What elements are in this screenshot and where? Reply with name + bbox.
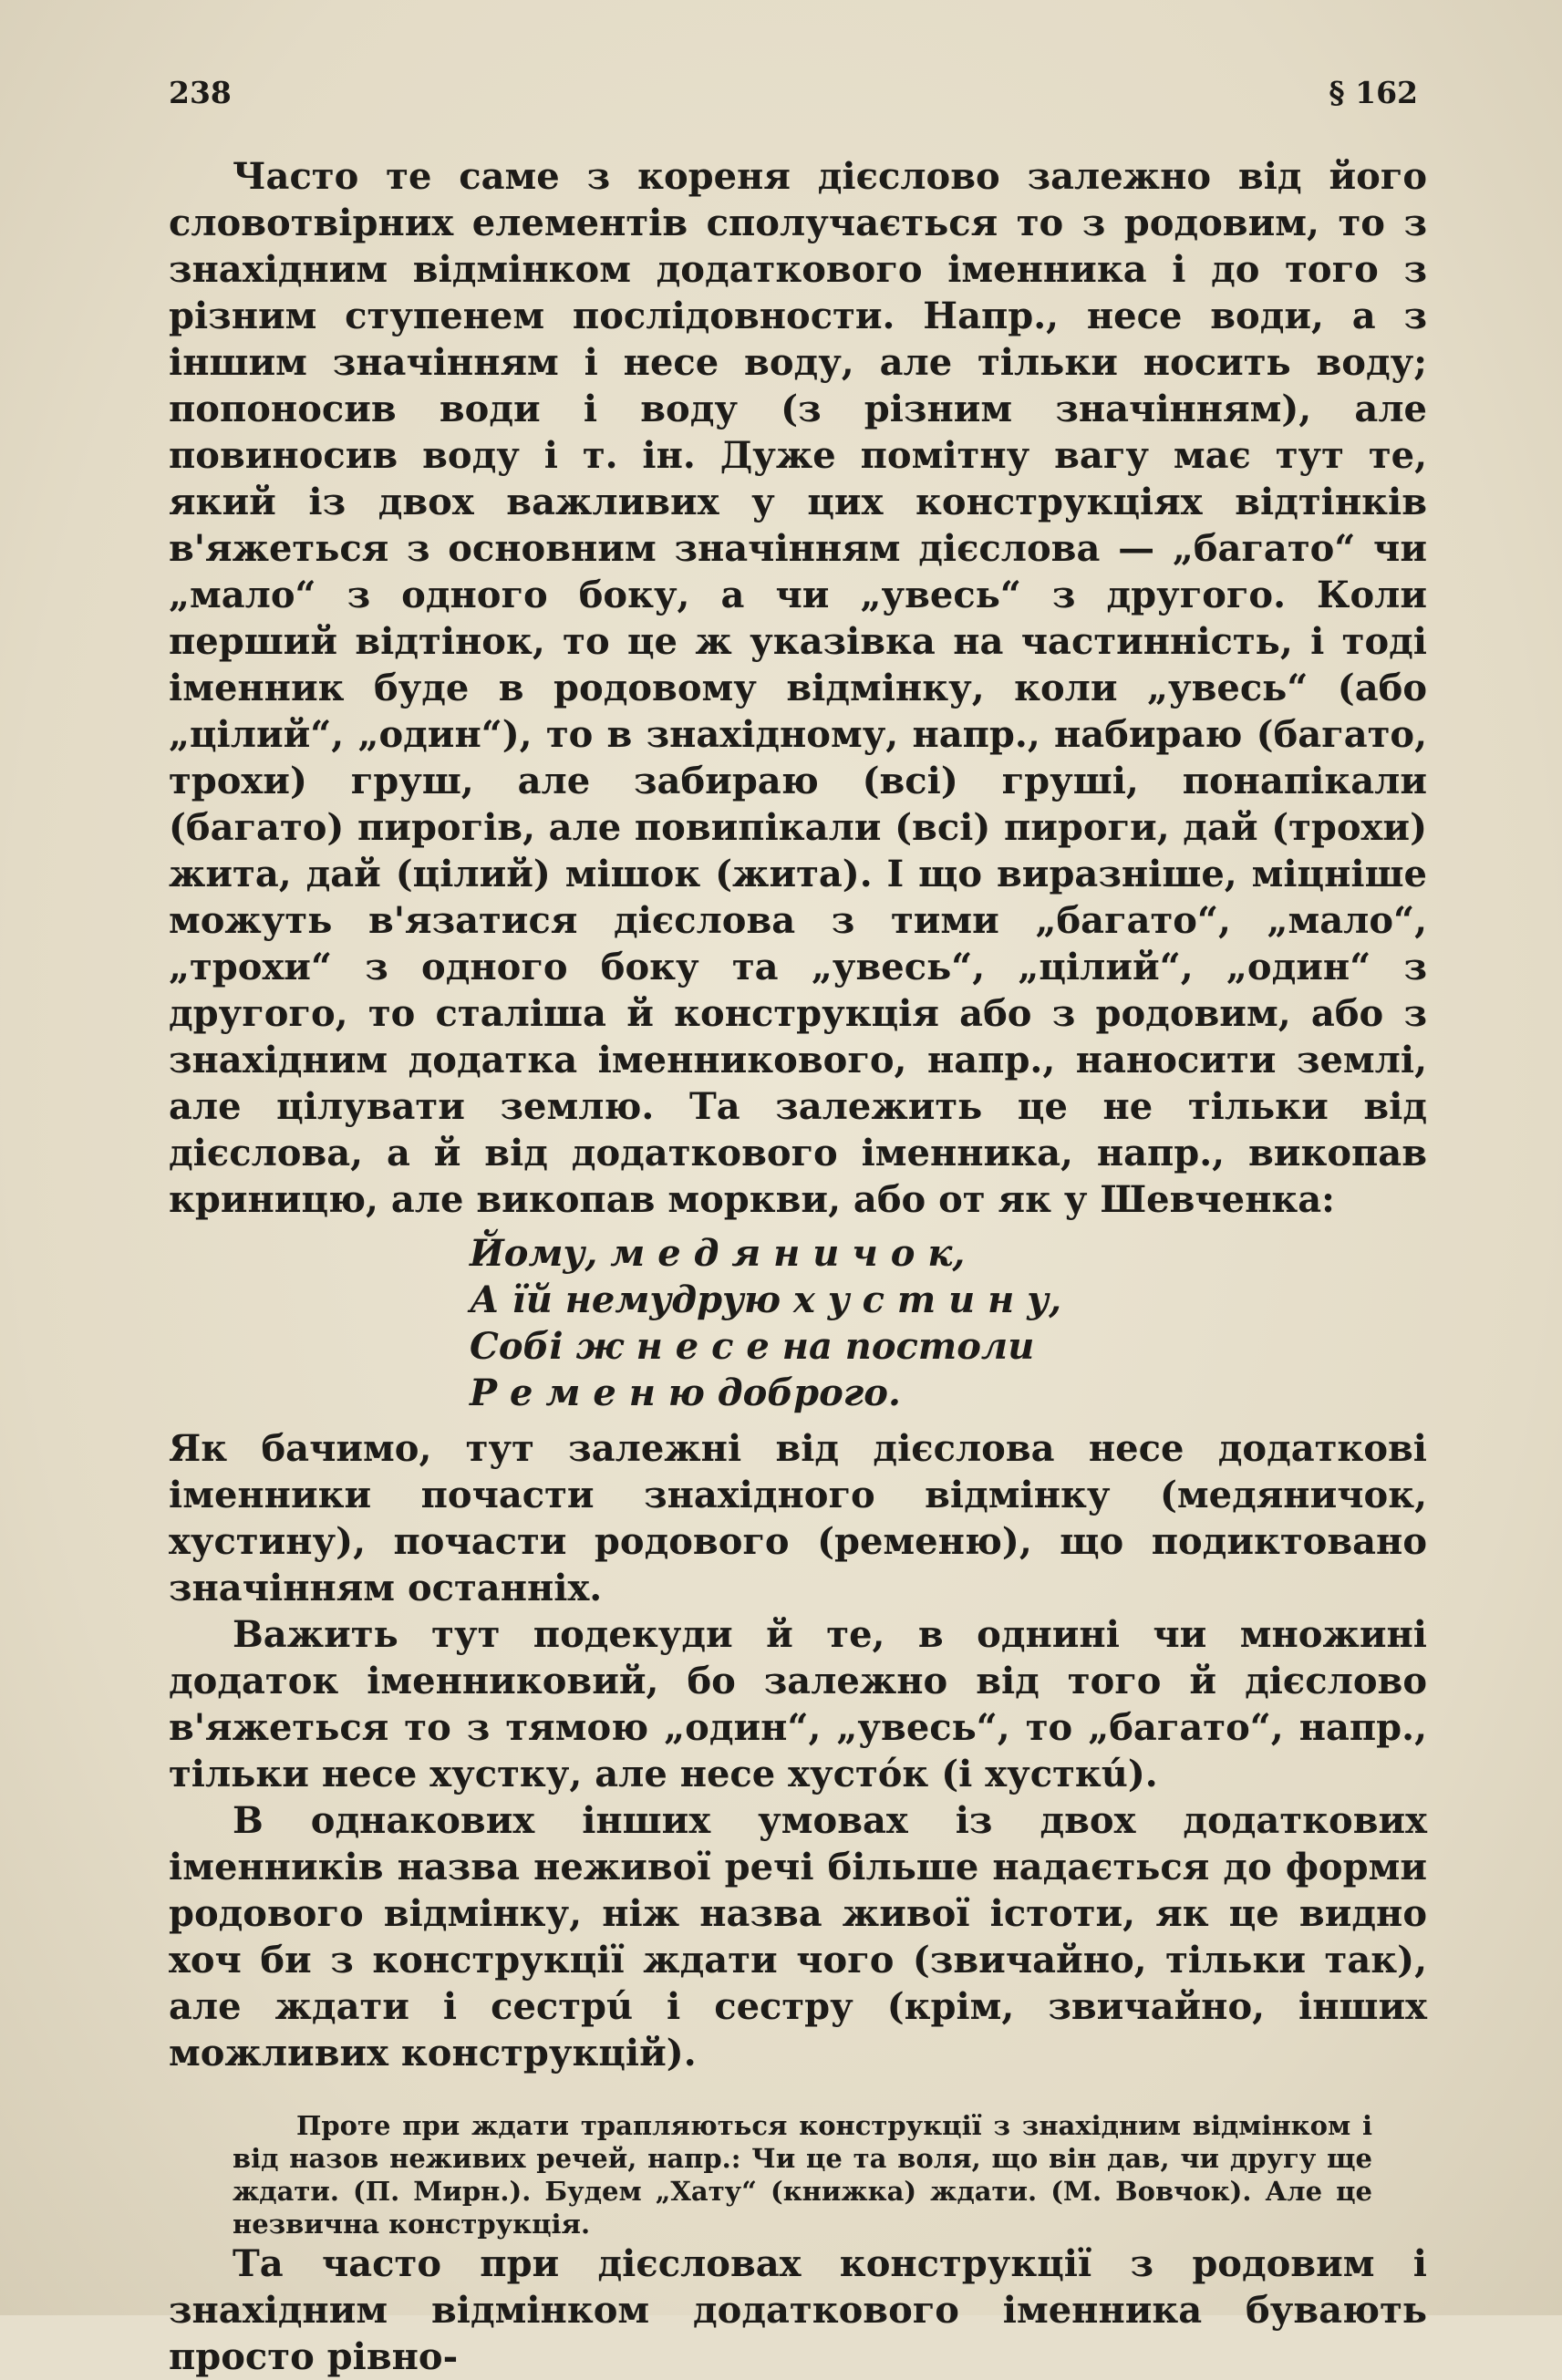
paragraph-4: В однакових інших умовах із двох додаткових іменників назва неживої речі більше надається до форми родового відмінку, ніж назва живої істоти, як це видно хоч би з конструкції ждати чого (звичайно, тільки так), але ждати і сестрú і сестру (крім, звичайно, інших можливих конструкцій). xyxy=(169,1799,1427,2075)
shevchenko-quote xyxy=(470,1230,1427,1416)
paragraph-final: Та часто при дієсловах конструкції з родовим і знахідним відмінком додаткового іменника бувають просто рівно- xyxy=(169,2242,1427,2378)
verse-line-4: Р е м е н ю доброго. xyxy=(470,1371,901,1414)
footnote-remark: Проте при ждати трапляються конструкції з знахідним відмінком і від назов неживих речей, напр.: Чи це та воля, що він дав, чи другу ще ждати. (П. Мирн.). Будем „Хату“ (книжка) ждати. (М. Вовчок). Але це незвична конструкція. xyxy=(233,2110,1372,2240)
page-number: 238 xyxy=(169,75,232,110)
verse-line-3: Собі ж н е с е на постоли xyxy=(470,1325,1035,1368)
paragraph-3: Важить тут подекуди й те, в однині чи множині додаток іменниковий, бо залежно від того й дієслово в'яжеться то з тямою „один“, „увесь“, то „багато“, напр., тільки несе хустку, але несе хусто́к (і хусткú). xyxy=(169,1613,1427,1795)
verse-line-2: А їй немудрую х у с т и н у, xyxy=(470,1278,1062,1321)
main-text xyxy=(169,153,1427,2380)
paragraph-1: Часто те саме з кореня дієслово залежно від його словотвірних елементів сполучається то з родовим, то з знахідним відмінком додаткового іменника і до того з різним ступенем послідовности. Напр., несе води, а з іншим значінням і несе воду, але тільки носить воду; попоносив води і воду (з різним значінням), але повиносив воду і т. ін. Дуже помітну вагу має тут те, який із двох важливих у цих конструкціях відтінків в'яжеться з основним значінням дієслова — „багато“ чи „мало“ з одного боку, а чи „увесь“ з другого. Коли перший відтінок, то це ж указівка на частинність, і тоді іменник буде в родовому відмінку, коли „увесь“ (або „цілий“, „один“), то в знахідному, напр., набираю (багато, трохи) груш, але забираю (всі) груші, понапікали (багато) пирогів, але повипікали (всі) пироги, дай (трохи) жита, дай (цілий) мішок (жита). І що виразніше, міцніше можуть в'язатися дієслова з тими „багато“, „мало“, „трохи“ з одного боку та „увесь“, „цілий“, „один“ з другого, то сталіша й конструкція або з родовим, або з знахідним додатка іменникового, напр., наносити землі, але цілувати землю. Та залежить це не тільки від дієслова, а й від додаткового іменника, напр., викопав криницю, але викопав моркви, або от як у Шевченка: xyxy=(169,155,1427,1221)
verse-line-1: Йому, м е д я н и ч о к, xyxy=(470,1232,966,1275)
section-number: § 162 xyxy=(1329,75,1418,110)
page-header xyxy=(169,75,1418,120)
paragraph-2: Як бачимо, тут залежні від дієслова несе додаткові іменники почасти знахідного відмінку (медяничок, хустину), почасти родового (ременю), що подиктовано значінням останніх. xyxy=(169,1427,1427,1609)
